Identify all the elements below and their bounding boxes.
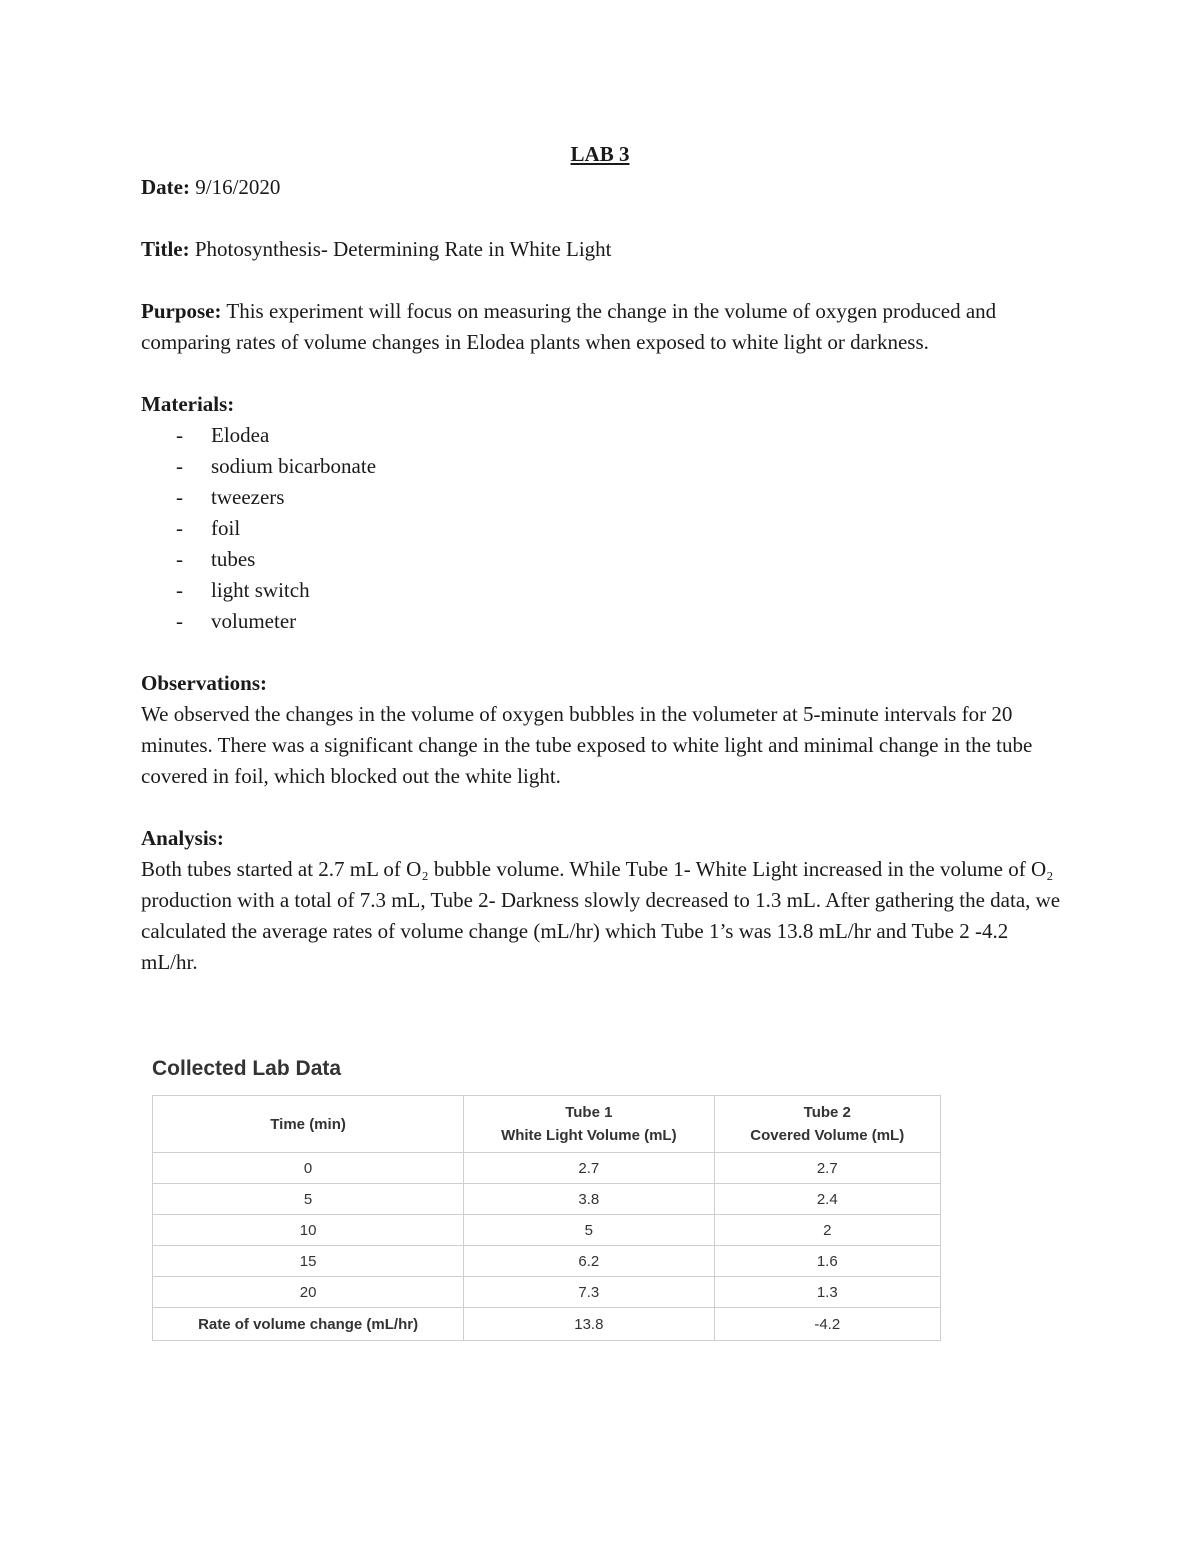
cell-tube2: 2.4 (714, 1184, 940, 1215)
cell-time: 0 (153, 1153, 464, 1184)
purpose-label: Purpose: (141, 299, 222, 323)
analysis-heading: Analysis: (141, 826, 224, 850)
list-item: - volumeter (176, 609, 297, 633)
cell-time: 10 (153, 1215, 464, 1246)
title-line (141, 234, 1061, 265)
list-item: - tweezers (176, 485, 285, 509)
table-row (153, 1215, 941, 1246)
purpose-paragraph (141, 296, 1061, 358)
cell-tube2: 1.3 (714, 1277, 940, 1308)
list-item: - sodium bicarbonate (176, 454, 377, 478)
analysis-text: Both tubes started at 2.7 mL of O₂ bubble volume. While Tube 1- White Light increased in the volume of O₂ production with a total of 7.3 mL, Tube 2- Darkness slowly decreased to 1.3 mL. After gathering the data, we calculated the average rates of volume change (mL/hr) which Tube 1’s was 13.8 mL/hr and Tube 2 -4.2 mL/hr. (141, 857, 1061, 974)
table-row (153, 1246, 941, 1277)
observations-heading: Observations: (141, 671, 267, 695)
purpose-text: This experiment will focus on measuring the change in the volume of oxygen produced and comparing rates of volume changes in Elodea plants when exposed to white light or darkness. (141, 299, 997, 354)
cell-tube1: 7.3 (464, 1277, 714, 1308)
header-time: Time (min) (153, 1096, 464, 1153)
title-value: Photosynthesis- Determining Rate in White Light (189, 237, 612, 261)
list-item: - Elodea (176, 423, 270, 447)
cell-time: 5 (153, 1184, 464, 1215)
cell-time: 20 (153, 1277, 464, 1308)
list-item: - tubes (176, 547, 256, 571)
cell-tube2: 2 (714, 1215, 940, 1246)
materials-heading: Materials: (141, 392, 235, 416)
table-heading: Collected Lab Data (152, 1057, 342, 1080)
date-value: 9/16/2020 (189, 175, 281, 199)
document-body (141, 172, 1061, 978)
observations-text: We observed the changes in the volume of oxygen bubbles in the volumeter at 5-minute intervals for 20 minutes. There was a significant change in the tube exposed to white light and minimal change in the tube covered in foil, which blocked out the white light. (141, 702, 1033, 788)
date-label: Date: (141, 175, 190, 199)
table-row (153, 1153, 941, 1184)
title-label: Title: (141, 237, 190, 261)
cell-tube1: 2.7 (464, 1153, 714, 1184)
cell-tube1: 6.2 (464, 1246, 714, 1277)
cell-tube2: 2.7 (714, 1153, 940, 1184)
cell-time: 15 (153, 1246, 464, 1277)
cell-tube2: 1.6 (714, 1246, 940, 1277)
rate-tube2: -4.2 (714, 1308, 940, 1341)
lab-title: LAB 3 (570, 142, 630, 166)
cell-tube1: 5 (464, 1215, 714, 1246)
table-row (153, 1277, 941, 1308)
lab-data-section (152, 1055, 942, 1341)
header-tube1: Tube 1 White Light Volume (mL) (464, 1096, 714, 1153)
rate-tube1: 13.8 (464, 1308, 714, 1341)
list-item: - light switch (176, 578, 310, 602)
rate-label: Rate of volume change (mL/hr) (153, 1308, 464, 1341)
table-row (153, 1184, 941, 1215)
materials-list (141, 420, 1061, 637)
list-item: - foil (176, 516, 241, 540)
lab-data-table (152, 1095, 941, 1341)
table-header-row (153, 1096, 941, 1153)
date-line (141, 172, 1061, 203)
rate-row (153, 1308, 941, 1341)
header-tube2: Tube 2 Covered Volume (mL) (714, 1096, 940, 1153)
cell-tube1: 3.8 (464, 1184, 714, 1215)
